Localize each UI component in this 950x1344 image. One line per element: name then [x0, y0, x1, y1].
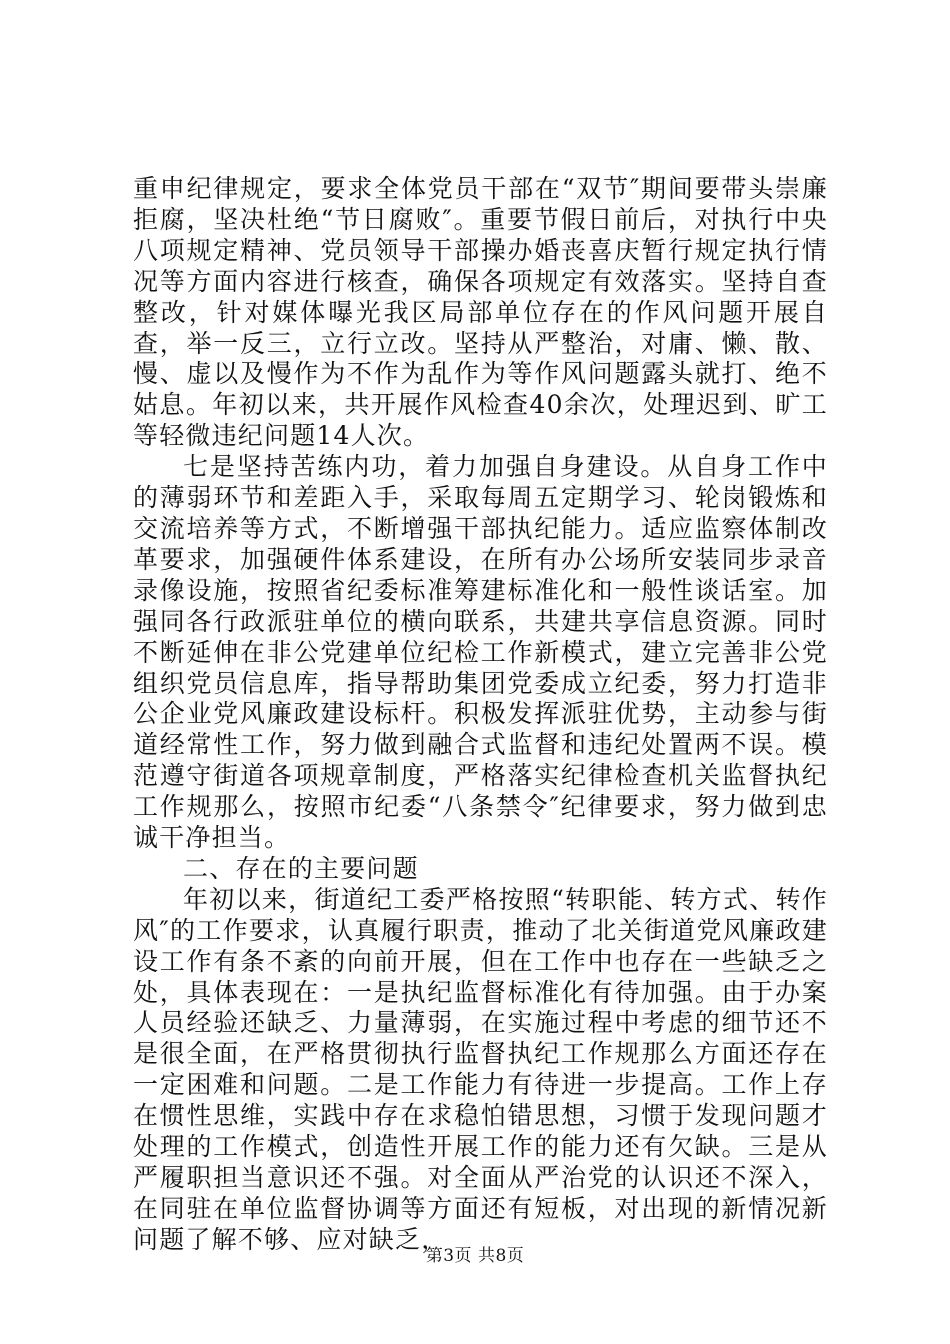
section-heading-main-problems: 二、存在的主要问题: [183, 853, 419, 883]
document-body: [133, 174, 828, 1256]
paragraph-seventh-point: 七是坚持苦练内功，着力加强自身建设。从自身工作中的薄弱环节和差距入手，采取每周五定期学习、轮岗锻炼和交流培养等方式，不断增强干部执纪能力。适应监察体制改革要求，加强硬件体系建设，在所有办公场所安装同步录音录像设施，按照省纪委标准筹建标准化和一般性谈话室。加强同各行政派驻单位的横向联系，共建共享信息资源。同时不断延伸在非公党建单位纪检工作新模式，建立完善非公党组织党员信息库，指导帮助集团党委成立纪委，努力打造非公企业党风廉政建设标杆。积极发挥派驻优势，主动参与街道经常性工作，努力做到融合式监督和违纪处置两不误。模范遵守街道各项规章制度，严格落实纪律检查机关监督执纪工作规那么，按照市纪委“八条禁令″纪律要求，努力做到忠诚干净担当。: [133, 452, 828, 853]
page-footer: 第3页 共8页: [425, 1246, 525, 1266]
paragraph-continuation: 重申纪律规定，要求全体党员干部在“双节″期间要带头崇廉拒腐，坚决杜绝“节日腐败″。重要节假日前后，对执行中央八项规定精神、党员领导干部操办婚丧喜庆暂行规定执行情况等方面内容进行核查，确保各项规定有效落实。坚持自查整改，针对媒体曝光我区局部单位存在的作风问题开展自查，举一反三，立行立改。坚持从严整治，对庸、懒、散、慢、虚以及慢作为不作为乱作为等作风问题露头就打、绝不姑息。年初以来，共开展作风检查40余次，处理迟到、旷工等轻微违纪问题14人次。: [133, 174, 828, 451]
paragraph-problems-detail: 年初以来，街道纪工委严格按照“转职能、转方式、转作风″的工作要求，认真履行职责，推动了北关街道党风廉政建设工作有条不紊的向前开展，但在工作中也存在一些缺乏之处，具体表现在：一是执纪监督标准化有待加强。由于办案人员经验还缺乏、力量薄弱，在实施过程中考虑的细节还不是很全面，在严格贯彻执行监督执纪工作规那么方面还存在一定困难和问题。二是工作能力有待进一步提高。工作上存在惯性思维，实践中存在求稳怕错思想，习惯于发现问题才处理的工作模式，创造性开展工作的能力还有欠缺。三是从严履职担当意识还不强。对全面从严治党的认识还不深入，在同驻在单位监督协调等方面还有短板，对出现的新情况新问题了解不够、应对缺乏，: [133, 884, 828, 1254]
